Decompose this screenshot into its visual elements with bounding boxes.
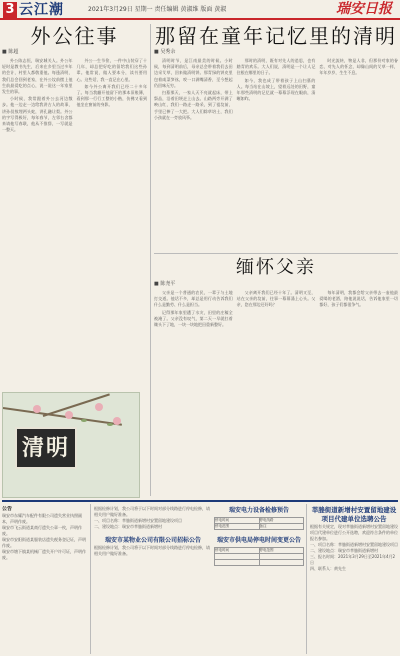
outage-table <box>214 547 304 566</box>
power-notices <box>214 506 304 654</box>
article-qingming-memory <box>154 24 398 250</box>
paragraph: 清明时节，是江南最美的时候。小时候，每到清明前后，母亲总会带着我们去田边采艾草，回来做清明饼。那青绿的饼皮里包着咸菜笋丝，咬一口满嘴清香，至今想起仍回味无穷。 <box>154 58 233 88</box>
paragraph: 父亲离开我们已经十年了。清明又至，站在父亲的坟前，往事一幕幕涌上心头。父亲，您在那边还好吗？ <box>236 290 316 308</box>
article-column <box>237 58 316 122</box>
paragraph: 小时候，我常跟着外公去河边散步。他一边走一边给我讲古人的故事，讲孙叔敖埋两头蛇，讲孔融让梨。外公的字写得极好，每年春节，左邻右舍都来请他写春联，他从不推辞，一写就是一整天。 <box>2 96 73 133</box>
leaf-shape <box>81 419 87 422</box>
article-byline: ■ 陈尧平 <box>154 281 176 287</box>
qingming-title: 清明 <box>21 435 70 461</box>
notice-body: 一、项目名称：莘塍街道新增村安置留地建设项目 <box>310 542 398 547</box>
page-number: 3 <box>3 2 17 18</box>
table-cell: 停电时间 <box>215 548 260 554</box>
paragraph: 记得那年家里遭了水灾，田里的庄稼全被淹了。父亲没有叹气，第二天一早就扛着锄头下了地，一块一块地把田重新整好。 <box>154 309 233 328</box>
section-title: 云江潮 <box>19 2 64 18</box>
notice-body: 四、联系人：黄先生 <box>310 566 346 571</box>
paragraph: 外公陈志恒，瑞安城关人。外公年轻时是教书先生，后来在乡里当过多年的会计，村里人都敬重他。每逢清明，我们总会回到老家，在外公坟前摆上他生前最爱吃的点心，说一说这一年家里发生的事。 <box>2 58 73 95</box>
paragraph: 那时的清明，既有对先人的追思，也有踏青的欢乐。大人们说，清明是一个让人记住根在哪里的日子。 <box>236 58 316 76</box>
article-grandfather <box>2 24 147 389</box>
table-cell: 停电时间 <box>215 518 260 524</box>
article-body <box>2 58 147 134</box>
paragraph: 外公一生节俭，一件中山装穿了十几年，却总把好吃的留给我们这些孙辈。他常说，做人要本分，读书要用心。这些话，我一直记在心里。 <box>76 58 147 82</box>
notice-title: 瑞安电力设备检修预告 <box>228 507 289 514</box>
notice-body: 根据检修计划，我公司将于以下时间对部分线路进行停电检修，请相关用户做好准备。 <box>94 506 210 517</box>
notice-title: 瑞安市供电局停电时间变更公告 <box>216 537 301 544</box>
paragraph: 每年清明，我都会给父亲带去一壶他最爱喝的老酒，陪他说说话，告诉他家里一切都好，孩子们都很争气。 <box>319 290 398 308</box>
maintenance-notice <box>94 506 212 654</box>
article-column <box>2 58 73 134</box>
table-cell <box>215 560 260 566</box>
qingming-illustration <box>2 392 140 498</box>
notice-item: 瑞安市安阳街道某服装店遗失税务登记证，声明作废。 <box>2 537 86 548</box>
article-byline: ■ 陈超 <box>2 49 19 55</box>
article-body <box>154 290 398 329</box>
column-divider <box>90 504 91 654</box>
notice-item: 瑞安市飞云街道某商行遗失公章一枚，声明作废。 <box>2 525 82 536</box>
article-body <box>154 58 398 122</box>
article-column <box>154 58 233 122</box>
paragraph: 如今外公离开我们已经二十多年了。每当我翻开他留下的那本旧账簿，看到那一行行工整的小楷，仿佛又看到他坐在窗前的身影。 <box>76 83 147 108</box>
article-column <box>154 290 233 329</box>
outage-table <box>214 517 304 530</box>
article-title: 缅怀父亲 <box>236 257 316 278</box>
notice-item: 瑞安市塘下镇某机械厂遗失开户许可证，声明作废。 <box>2 549 86 560</box>
issue-info: 2021年3月29日 星期一 责任编辑 黄淑维 版面 黄淑 <box>88 6 227 13</box>
paragraph: 父亲是一个普通的农民，一辈子与土地打交道。他话不多，却总是用行动告诉我们什么是勤劳、什么是担当。 <box>154 290 233 308</box>
column-divider <box>306 504 307 654</box>
paragraph: 如今，我也成了带着孩子上山扫墓的人。每当站在山坡上，望着远处的田野，童年那些清明的记忆就一幕幕浮现在眼前，清晰如昨。 <box>236 77 316 102</box>
notice-title: 瑞安市某物业公司有限公司招标公告 <box>104 537 201 544</box>
table-cell <box>259 560 304 566</box>
notice-heading: 公告 <box>2 506 13 512</box>
notice-body: 一、项目名称：莘塍街道新增村安置留地建设项目 <box>94 518 182 523</box>
legal-notices <box>2 506 88 654</box>
page-header <box>0 0 400 20</box>
article-title: 那留在童年记忆里的清明 <box>155 24 397 48</box>
notice-body: 二、建设地点：瑞安市莘塍街道新增村 <box>310 548 378 553</box>
section-divider <box>154 253 398 254</box>
table-cell: 备注 <box>259 524 304 530</box>
notices-section <box>2 500 398 654</box>
blossom-shape <box>65 411 73 419</box>
blossom-shape <box>95 403 103 411</box>
blossom-shape <box>33 405 41 413</box>
table-cell: 停电范围 <box>259 548 304 554</box>
article-column <box>319 58 398 122</box>
paragraph: 时光流转，物是人非，但那份对家的眷恋、对先人的怀念，却像山间的艾草一样，年年岁岁，生生不息。 <box>319 58 398 76</box>
article-title: 外公往事 <box>30 24 119 48</box>
blossom-shape <box>113 417 121 425</box>
article-column <box>319 290 398 329</box>
qingming-title-box <box>15 427 77 469</box>
table-cell: 停电线路 <box>259 518 304 524</box>
notice-body: 根据检修计划，我公司将于以下时间对部分线路进行停电检修，请相关用户做好准备。 <box>94 545 210 556</box>
notice-title: 莘塍街道新增村安置留地建设项目代建单位选聘公告 <box>311 506 397 523</box>
newspaper-logo: 瑞安日报 <box>336 1 392 17</box>
article-father <box>154 256 398 496</box>
paragraph: 扫墓那天，一家人天不亮就起床，带上祭品，沿着田埂走上山去。山路两旁开满了映山红，我们一路走一路采，到了祖坟前，手里已捧了一大把。大人们除草培土，我们小孩就在一旁放风筝。 <box>154 90 233 120</box>
article-column <box>77 58 148 134</box>
table-cell: 停电范围 <box>215 524 260 530</box>
article-byline: ■ 吴秀余 <box>154 49 176 55</box>
notice-body: 二、建设地点：瑞安市莘塍街道新增村 <box>94 524 162 529</box>
notice-body: 三、报名时间：2021年3月29日至2021年4月2日 <box>310 554 396 565</box>
tender-notice <box>310 506 398 654</box>
leaf-shape <box>107 423 113 426</box>
column-divider <box>150 24 151 496</box>
article-column <box>237 290 316 329</box>
notice-item: 瑞安市东耀汽车配件有限公司遗失营业执照副本，声明作废。 <box>2 513 82 524</box>
notice-body: 根据有关规定，现对莘塍街道新增村安置留地建设项目代建单位进行公开选聘，欢迎符合条件的单位报名参加。 <box>310 524 398 541</box>
